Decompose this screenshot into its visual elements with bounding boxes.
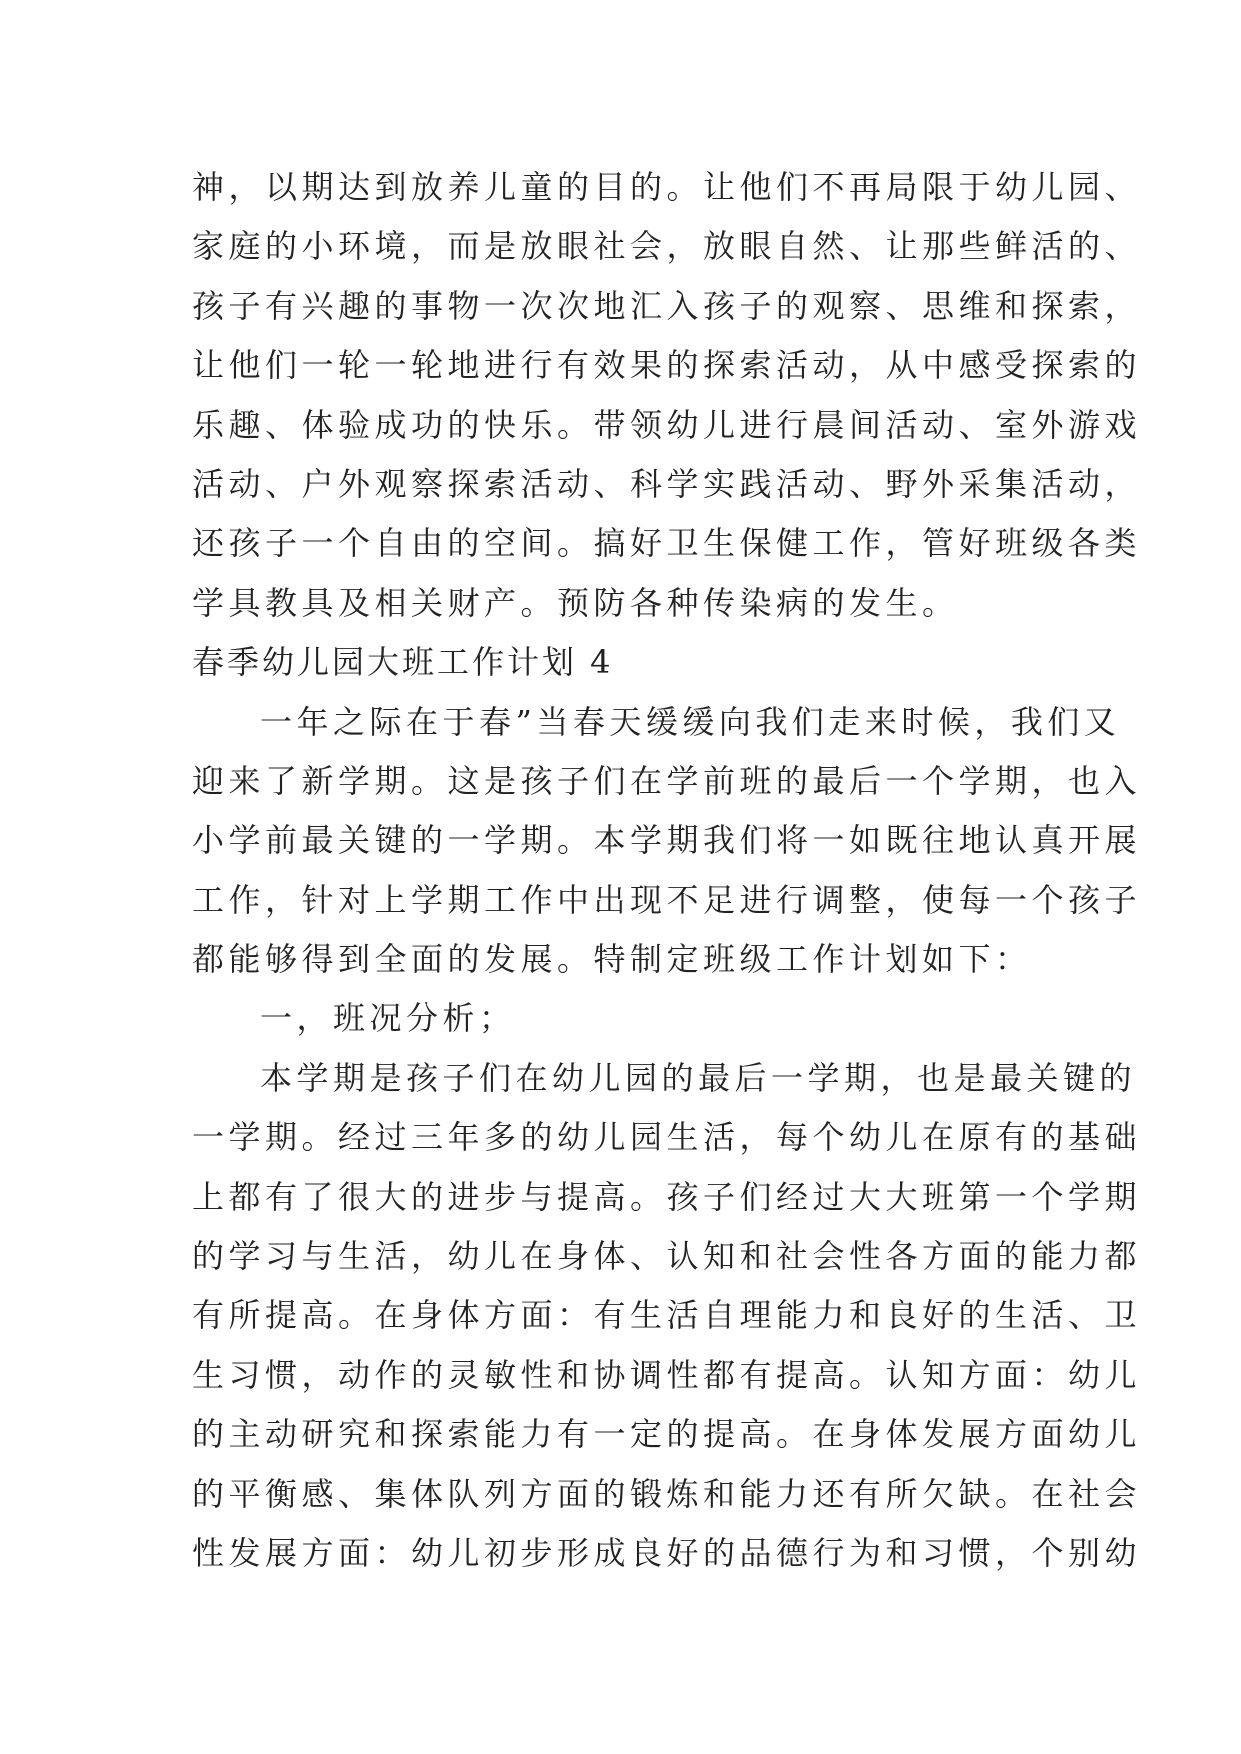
text-line: 一年之际在于春”当春天缓缓向我们走来时候，我们又: [260, 702, 1121, 741]
text-line: 让他们一轮一轮地进行有效果的探索活动，从中感受探索的: [192, 346, 1142, 385]
text-line: 家庭的小环境，而是放眼社会，放眼自然、让那些鲜活的、: [192, 227, 1142, 266]
text-line: 学具教具及相关财产。预防各种传染病的发生。: [192, 583, 959, 622]
text-line: 的学习与生活，幼儿在身体、认知和社会性各方面的能力都: [192, 1237, 1142, 1276]
text-line: 一学期。经过三年多的幼儿园生活，每个幼儿在原有的基础: [192, 1118, 1142, 1157]
text-line: 工作，针对上学期工作中出现不足进行调整，使每一个孩子: [192, 880, 1142, 919]
text-line: 都能够得到全面的发展。特制定班级工作计划如下：: [192, 940, 1032, 979]
text-line: 的主动研究和探索能力有一定的提高。在身体发展方面幼儿: [192, 1415, 1142, 1454]
text-line: 有所提高。在身体方面：有生活自理能力和良好的生活、卫: [192, 1296, 1142, 1335]
text-line: 小学前最关键的一学期。本学期我们将一如既往地认真开展: [192, 821, 1142, 860]
text-line: 的平衡感、集体队列方面的锻炼和能力还有所欠缺。在社会: [192, 1474, 1142, 1513]
document-body: [192, 158, 1142, 1583]
text-line: 迎来了新学期。这是孩子们在学前班的最后一个学期，也入: [192, 761, 1142, 800]
paragraph-continued: [192, 158, 1142, 633]
text-line: 还孩子一个自由的空间。搞好卫生保健工作，管好班级各类: [192, 524, 1142, 563]
text-line: 性发展方面：幼儿初步形成良好的品德行为和习惯，个别幼: [192, 1533, 1142, 1572]
intro-paragraph: [192, 693, 1142, 990]
subheading: 一，班况分析；: [260, 999, 516, 1038]
analysis-paragraph: [192, 1049, 1142, 1584]
text-line: 乐趣、体验成功的快乐。带领幼儿进行晨间活动、室外游戏: [192, 405, 1142, 444]
text-line: 上都有了很大的进步与提高。孩子们经过大大班第一个学期: [192, 1177, 1142, 1216]
section-title: 春季幼儿园大班工作计划 4: [192, 643, 614, 682]
text-line: 神，以期达到放养儿童的目的。让他们不再局限于幼儿园、: [192, 168, 1142, 206]
text-line: 活动、户外观察探索活动、科学实践活动、野外采集活动，: [192, 464, 1142, 503]
text-line: 孩子有兴趣的事物一次次地汇入孩子的观察、思维和探索，: [192, 286, 1142, 325]
text-line: 本学期是孩子们在幼儿园的最后一学期，也是最关键的: [260, 1058, 1137, 1097]
text-line: 生习惯，动作的灵敏性和协调性都有提高。认知方面：幼儿: [192, 1355, 1142, 1394]
